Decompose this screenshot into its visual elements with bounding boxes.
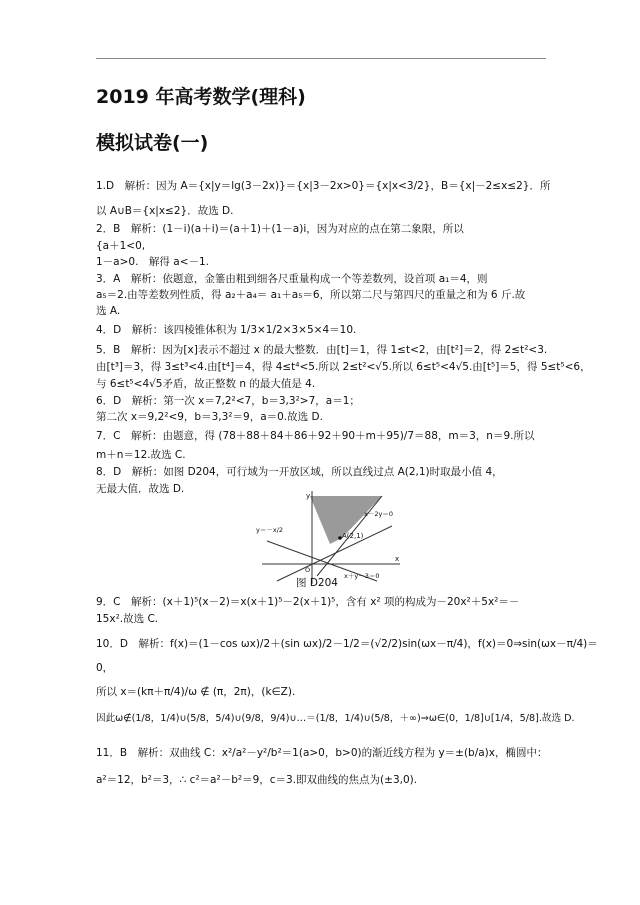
- feasible-region-figure: [252, 486, 402, 586]
- answer-7-line-1: 7．C 解析：由题意，得 (78＋88＋84＋86＋92＋90＋m＋95)/7＝88，m＝3，n＝9.所以: [96, 430, 535, 442]
- line-1-label: x－2y＝0: [364, 510, 393, 518]
- answer-5-line-3: 与 6≤t⁵<4√5矛盾，故正整数 n 的最大值是 4.: [96, 378, 316, 390]
- answer-3-line-3: 选 A.: [96, 305, 121, 317]
- figure-caption: 图 D204: [296, 577, 338, 589]
- answer-6-line-2: 第二次 x＝9,2²<9，b＝3,3²＝9，a＝0.故选 D.: [96, 411, 323, 423]
- x-axis-label: x: [395, 555, 400, 563]
- answer-9-line-2: 15x².故选 C.: [96, 613, 159, 625]
- answer-2-line-3: 1－a>0. 解得 a<－1.: [96, 256, 210, 268]
- answer-2-line-1: 2．B 解析：(1－i)(a＋i)＝(a＋1)＋(1－a)i，因为对应的点在第二象限，所以: [96, 223, 464, 235]
- line-2-label: y＝－x/2: [256, 526, 284, 534]
- answer-5-line-2: 由[t³]＝3，得 3≤t³<4.由[t⁴]＝4，得 4≤t⁴<5.所以 2≤t²<√5.所以 6≤t⁵<4√5.由[t⁵]＝5，得 5≤t⁵<6，: [96, 361, 591, 373]
- answer-2-line-2: {a＋1<0,: [96, 240, 146, 252]
- answer-10-line-3: 所以 x＝(kπ＋π/4)/ω ∉ (π，2π)，(k∈Z).: [96, 686, 296, 698]
- point-a-label: A(2,1): [342, 532, 364, 540]
- answer-1-line-1: 1.D 解析：因为 A＝{x|y＝lg(3－2x)}＝{x|3－2x>0}＝{x|x<3/2}，B＝{x|－2≤x≤2}．所: [96, 180, 551, 192]
- answer-10-line-2: 0，: [96, 662, 114, 674]
- line-3-label: x＋y－3＝0: [344, 572, 380, 580]
- answer-6-line-1: 6．D 解析：第一次 x＝7,2²<7，b＝3,3²>7，a＝1；: [96, 395, 360, 407]
- answer-3-line-2: a₅＝2.由等差数列性质，得 a₂＋a₄＝ a₁＋a₅＝6，所以第二尺与第四尺的重量之和为 6 斤.故: [96, 289, 526, 301]
- answer-8-line-1: 8．D 解析：如图 D204，可行域为一开放区域，所以直线过点 A(2,1)时取最小值 4，: [96, 466, 503, 478]
- answer-10-line-1: 10．D 解析：f(x)＝(1－cos ωx)/2＋(sin ωx)/2－1/2＝(√2/2)sin(ωx－π/4)，f(x)＝0⇒sin(ωx－π/4)＝: [96, 638, 598, 650]
- answer-7-line-2: m＋n＝12.故选 C.: [96, 449, 186, 461]
- top-rule: [96, 58, 546, 59]
- answer-1-line-2: 以 A∪B＝{x|x≤2}．故选 D.: [96, 205, 234, 217]
- answer-3-line-1: 3．A 解析：依题意，金箠由粗到细各尺重量构成一个等差数列，设首项 a₁＝4，则: [96, 273, 488, 285]
- origin-label: O: [305, 566, 311, 574]
- document-subtitle: 模拟试卷(一): [96, 132, 209, 154]
- answer-10-line-4: 因此ω∉(1/8，1/4)∪(5/8，5/4)∪(9/8，9/4)∪…＝(1/8，1/4)∪(5/8，＋∞)⇒ω∈(0，1/8]∪[1/4，5/8].故选 D.: [96, 713, 575, 724]
- y-axis-label: y: [306, 492, 311, 500]
- answer-5-line-1: 5．B 解析：因为[x]表示不超过 x 的最大整数．由[t]＝1，得 1≤t<2，由[t²]＝2，得 2≤t²<3.: [96, 344, 548, 356]
- answer-4-line-1: 4．D 解析：该四棱锥体积为 1/3×1/2×3×5×4＝10.: [96, 324, 357, 336]
- answer-9-line-1: 9．C 解析：(x＋1)⁵(x－2)＝x(x＋1)⁵－2(x＋1)⁵，含有 x² 项的构成为－20x²＋5x²＝－: [96, 596, 520, 608]
- document-title: 2019 年高考数学(理科): [96, 86, 306, 108]
- answer-11-line-1: 11．B 解析：双曲线 C：x²/a²－y²/b²＝1(a>0，b>0)的渐近线方程为 y＝±(b/a)x，椭圆中：: [96, 747, 548, 759]
- answer-8-line-2: 无最大值．故选 D.: [96, 483, 185, 495]
- answer-11-line-2: a²＝12，b²＝3，∴ c²＝a²－b²＝9，c＝3.即双曲线的焦点为(±3,0).: [96, 774, 418, 786]
